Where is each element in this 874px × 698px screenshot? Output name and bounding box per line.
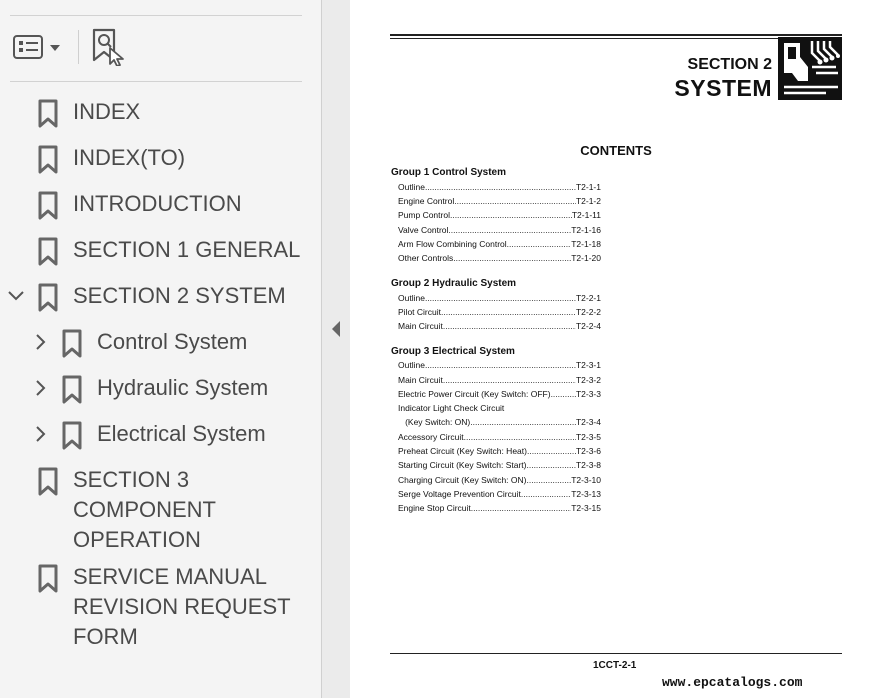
group-title: Group 2 Hydraulic System bbox=[391, 278, 517, 289]
toc-entry-text: (Key Switch: ON) bbox=[398, 417, 471, 427]
toc-entry-page: T2-3-6 bbox=[575, 446, 601, 456]
bookmark-icon bbox=[37, 283, 59, 313]
toolbar-divider-bottom bbox=[10, 81, 302, 82]
bookmark-icon bbox=[37, 467, 59, 497]
toc-entry-text: Outline bbox=[398, 293, 425, 303]
bookmarks-panel bbox=[0, 0, 322, 698]
bookmark-revision-request-form[interactable] bbox=[0, 562, 322, 654]
toc-entry[interactable] bbox=[398, 403, 601, 414]
options-menu-button[interactable] bbox=[12, 33, 62, 61]
toc-entry-text: Pump Control bbox=[398, 210, 450, 220]
toc-entry-text: Electric Power Circuit (Key Switch: OFF) bbox=[398, 389, 551, 399]
toc-entry-text: Indicator Light Check Circuit bbox=[398, 403, 505, 413]
toc-entry-page: T2-2-2 bbox=[575, 307, 601, 317]
toc-entry[interactable] bbox=[398, 489, 601, 500]
toc-entry-page: T2-3-15 bbox=[571, 503, 601, 513]
toc-entry[interactable] bbox=[398, 182, 601, 193]
bookmark-index-to[interactable] bbox=[0, 143, 322, 175]
bookmark-label: INDEX(TO) bbox=[73, 145, 186, 170]
bookmark-label: SECTION 2 SYSTEM bbox=[73, 283, 286, 308]
toc-entry[interactable] bbox=[398, 503, 601, 514]
toc-entry-text: Charging Circuit (Key Switch: ON) bbox=[398, 475, 527, 485]
toc-entry-page: T2-1-20 bbox=[571, 253, 601, 263]
toc-entry-text: Serge Voltage Prevention Circuit bbox=[398, 489, 521, 499]
chevron-right-icon[interactable] bbox=[32, 333, 50, 351]
toolbar-separator bbox=[78, 30, 79, 64]
toc-entry-text: Preheat Circuit (Key Switch: Heat) bbox=[398, 446, 527, 456]
group-title: Group 3 Electrical System bbox=[391, 346, 515, 357]
bookmark-icon bbox=[37, 99, 59, 129]
toc-entry-page: T2-2-4 bbox=[575, 321, 601, 331]
toc-entry-page: T2-2-1 bbox=[575, 293, 601, 303]
bookmark-label-line: OPERATION bbox=[73, 527, 201, 552]
toc-entry-text: Outline bbox=[398, 360, 425, 370]
toc-entry-text: Outline bbox=[398, 182, 425, 192]
header-rule-thin bbox=[390, 38, 842, 39]
bookmark-index[interactable] bbox=[0, 97, 322, 129]
group-title: Group 1 Control System bbox=[391, 167, 507, 178]
toc-entry-page: T2-3-1 bbox=[575, 360, 601, 370]
bookmark-label: INDEX bbox=[73, 99, 141, 124]
chevron-right-icon[interactable] bbox=[32, 425, 50, 443]
bookmark-label-line: SERVICE MANUAL bbox=[73, 564, 267, 589]
bookmark-label: INTRODUCTION bbox=[73, 191, 242, 216]
toc-entry[interactable] bbox=[398, 460, 601, 471]
toc-entry-page: T2-3-5 bbox=[575, 432, 601, 442]
toc-entry[interactable] bbox=[398, 432, 601, 443]
find-current-bookmark-button[interactable] bbox=[90, 28, 126, 66]
list-options-icon bbox=[12, 33, 62, 61]
bookmark-section-1[interactable] bbox=[0, 235, 322, 267]
bookmark-label-line: SECTION 3 bbox=[73, 467, 190, 492]
header-rule bbox=[390, 34, 842, 36]
bookmark-introduction[interactable] bbox=[0, 189, 322, 221]
toc-entry-text: Pilot Circuit bbox=[398, 307, 441, 317]
bookmark-hydraulic-system[interactable] bbox=[0, 373, 322, 405]
toc-entry[interactable] bbox=[398, 389, 601, 400]
toc-entry-page: T2-3-8 bbox=[575, 460, 601, 470]
toc-entry[interactable] bbox=[398, 446, 601, 457]
bookmark-electrical-system[interactable] bbox=[0, 419, 322, 451]
toc-entry[interactable] bbox=[398, 210, 601, 221]
toc-entry-text: Valve Control bbox=[398, 225, 449, 235]
section-logo-icon bbox=[778, 37, 842, 100]
section-number: SECTION 2 bbox=[687, 56, 772, 73]
toc-entry[interactable] bbox=[398, 293, 601, 304]
find-bookmark-icon bbox=[90, 28, 126, 66]
bookmark-label: Hydraulic System bbox=[97, 375, 269, 400]
bookmark-icon bbox=[37, 564, 59, 594]
bookmark-section-2[interactable] bbox=[0, 281, 322, 313]
toc-entry[interactable] bbox=[398, 225, 601, 236]
toc-entry-page: T2-1-1 bbox=[575, 182, 601, 192]
toc-entry[interactable] bbox=[398, 475, 601, 486]
toolbar-divider-top bbox=[10, 15, 302, 16]
toc-entry[interactable] bbox=[398, 196, 601, 207]
toc-entry[interactable] bbox=[398, 417, 601, 428]
bookmark-icon bbox=[37, 237, 59, 267]
toc-entry-text: Starting Circuit (Key Switch: Start) bbox=[398, 460, 527, 470]
bookmark-label-line: FORM bbox=[73, 624, 138, 649]
bookmark-icon bbox=[37, 191, 59, 221]
bookmarks-toolbar bbox=[0, 0, 322, 82]
bookmark-label-line: COMPONENT bbox=[73, 497, 216, 522]
contents-heading: CONTENTS bbox=[580, 143, 652, 158]
toc-entry-page: T2-1-2 bbox=[575, 196, 601, 206]
toc-entry-page: T2-3-2 bbox=[575, 375, 601, 385]
toc-entry-text: Main Circuit bbox=[398, 375, 443, 385]
toc-entry[interactable] bbox=[398, 360, 601, 371]
toc-entry-page: T2-1-16 bbox=[571, 225, 601, 235]
bookmark-section-3[interactable] bbox=[0, 465, 322, 557]
toc-entry-page: T2-3-13 bbox=[571, 489, 601, 499]
chevron-down-icon[interactable] bbox=[7, 287, 25, 305]
bookmark-icon bbox=[61, 329, 83, 359]
toc-entry[interactable] bbox=[398, 375, 601, 386]
toc-entry-text: Engine Stop Circuit bbox=[398, 503, 471, 513]
bookmark-icon bbox=[37, 145, 59, 175]
bookmark-label: Control System bbox=[97, 329, 248, 354]
toc-entry[interactable] bbox=[398, 253, 601, 264]
chevron-down-icon bbox=[50, 45, 60, 51]
toc-entry-page: T2-3-4 bbox=[575, 417, 601, 427]
toc-entry-text: Accessory Circuit bbox=[398, 432, 464, 442]
bookmark-label: SECTION 1 GENERAL bbox=[73, 237, 301, 262]
bookmark-label-line: REVISION REQUEST bbox=[73, 594, 291, 619]
chevron-right-icon[interactable] bbox=[32, 379, 50, 397]
toc-entry-page: T2-3-10 bbox=[571, 475, 601, 485]
watermark: www.epcatalogs.com bbox=[662, 675, 803, 690]
toc-entry-page: T2-1-11 bbox=[571, 210, 601, 220]
toc-entry-text: Other Controls bbox=[398, 253, 454, 263]
bookmark-control-system[interactable] bbox=[0, 327, 322, 359]
toc-entry-text: Engine Control bbox=[398, 196, 455, 206]
toc-entry[interactable] bbox=[398, 239, 601, 250]
collapse-left-icon[interactable] bbox=[329, 320, 343, 338]
page-code: 1CCT-2-1 bbox=[593, 660, 637, 671]
toc-entry-text: Arm Flow Combining Control bbox=[398, 239, 507, 249]
toc-entry-page: T2-1-18 bbox=[571, 239, 601, 249]
section-title: SYSTEM bbox=[674, 75, 772, 101]
bookmark-icon bbox=[61, 421, 83, 451]
toc-entry-page: T2-3-3 bbox=[575, 389, 601, 399]
toc-entry-text: Main Circuit bbox=[398, 321, 443, 331]
bookmark-label: Electrical System bbox=[97, 421, 266, 446]
toc-entry[interactable] bbox=[398, 307, 601, 318]
toc-entry[interactable] bbox=[398, 321, 601, 332]
bookmark-icon bbox=[61, 375, 83, 405]
footer-rule bbox=[390, 653, 842, 654]
panel-collapse-handle[interactable] bbox=[322, 0, 350, 698]
